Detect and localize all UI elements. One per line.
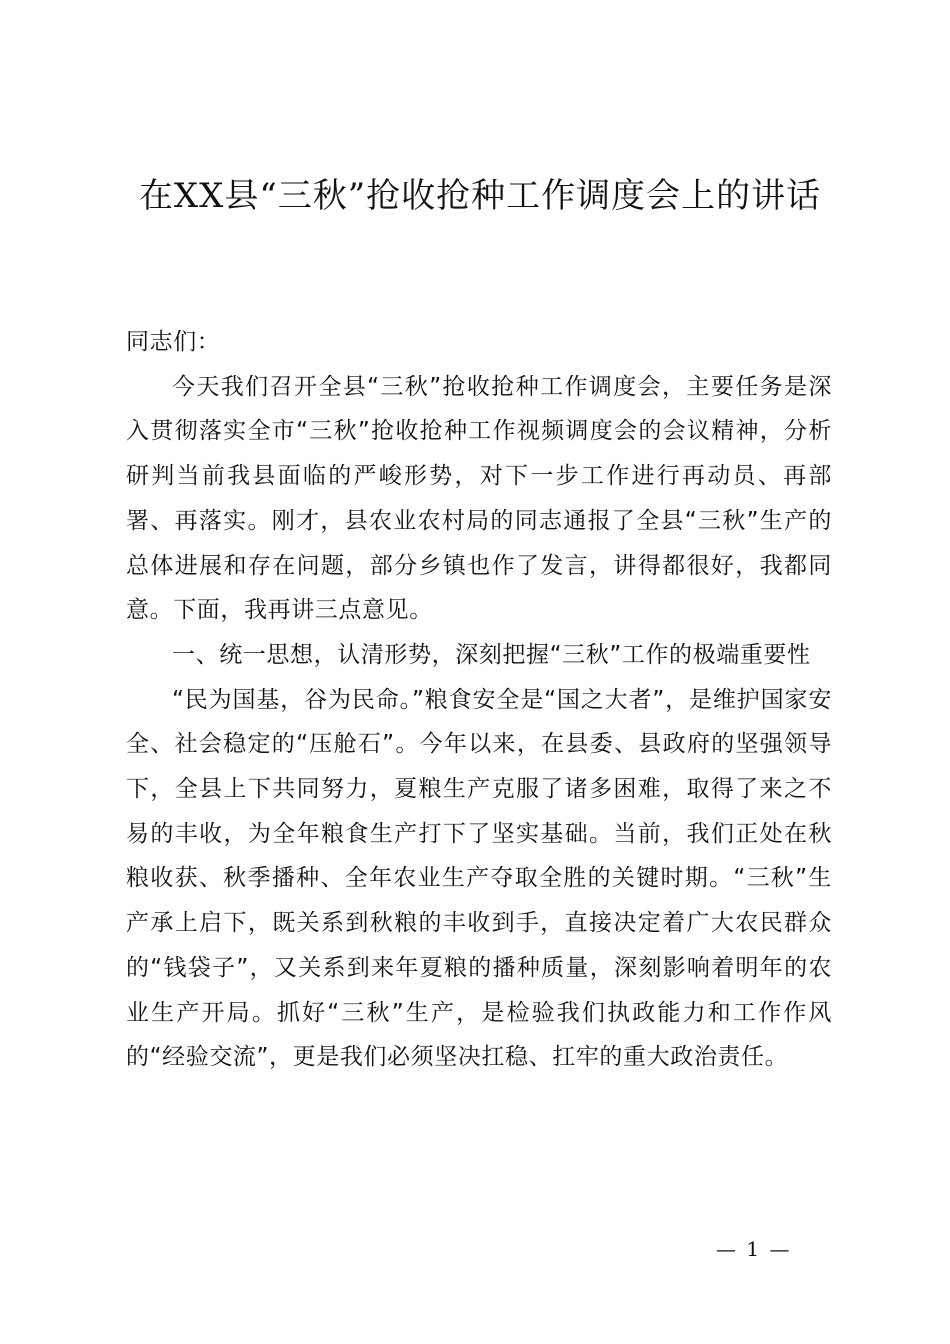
salutation: 同志们：: [126, 329, 221, 355]
paragraph-intro: 今天我们召开全县“三秋”抢收抢种工作调度会，主要任务是深入贯彻落实全市“三秋”抢收抢种工作视频调度会的会议精神，分析研判当前我县面临的严峻形势，对下一步工作进行再动员、再部署、再落实。刚才，县农业农村局的同志通报了全县“三秋”生产的总体进展和存在问题，部分乡镇也作了发言，讲得都很好，我都同意。下面，我再讲三点意见。: [126, 373, 832, 624]
section-heading-1: 一、统一思想，认清形势，深刻把握“三秋”工作的极端重要性: [172, 641, 811, 668]
document-body: [126, 320, 832, 1080]
page-number: — 1 —: [716, 1237, 792, 1261]
paragraph-section-1: “民为国基，谷为民命。”粮食安全是“国之大者”，是维护国家安全、社会稳定的“压舱石”。今年以来，在县委、县政府的坚强领导下，全县上下共同努力，夏粮生产克服了诸多困难，取得了来之不易的丰收，为全年粮食生产打下了坚实基础。当前，我们正处在秋粮收获、秋季播种、全年农业生产夺取全胜的关键时期。“三秋”生产承上启下，既关系到秋粮的丰收到手，直接决定着广大农民群众的“钱袋子”，又关系到来年夏粮的播种质量，深刻影响着明年的农业生产开局。抓好“三秋”生产，是检验我们执政能力和工作作风的“经验交流”，更是我们必须坚决扛稳、扛牢的重大政治责任。: [126, 686, 832, 1071]
document-title: 在XX县“三秋”抢收抢种工作调度会上的讲话: [138, 176, 822, 216]
